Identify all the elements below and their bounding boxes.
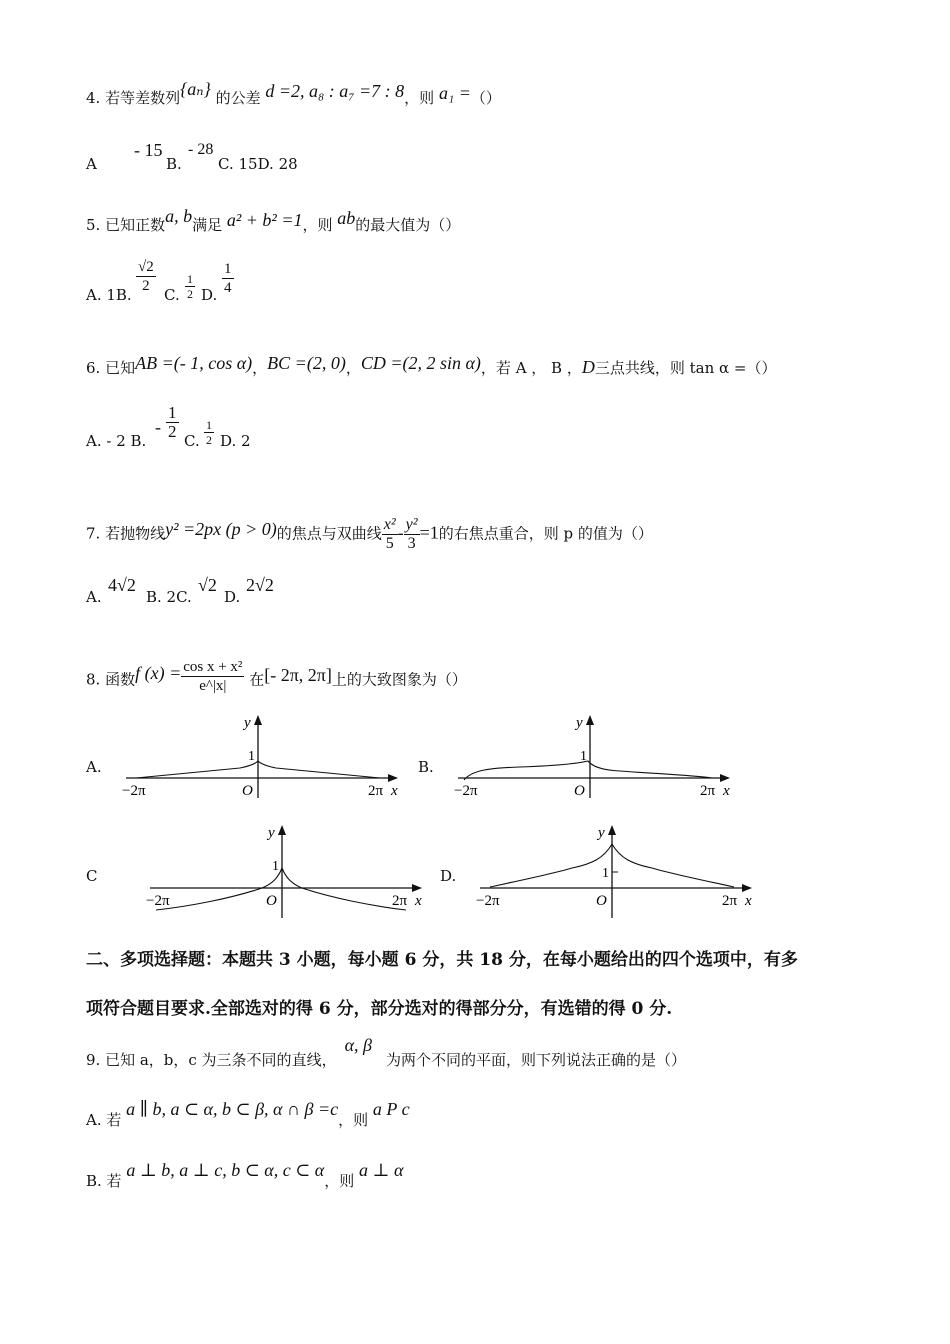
q6-frac-b-num: 1	[168, 403, 177, 422]
right-tick: 2π	[700, 783, 716, 799]
q7-options	[86, 575, 274, 606]
q8-graph-b	[450, 708, 740, 800]
y-label: y	[576, 715, 583, 731]
x-label: x	[723, 783, 730, 799]
q5-frac-c	[185, 272, 195, 301]
q5-vars: a, b	[165, 206, 193, 226]
q7-frac-x	[382, 516, 398, 553]
q5-lead: 5. 已知正数	[86, 216, 166, 234]
left-tick: −2π	[146, 893, 170, 909]
q9-option-b-label: B. 若	[86, 1172, 122, 1190]
q6-frac-c-den: 2	[206, 433, 212, 447]
y-label: y	[268, 825, 275, 841]
left-tick: −2π	[454, 783, 478, 799]
left-tick: −2π	[122, 783, 146, 799]
q5-line	[86, 206, 461, 234]
q7-line	[86, 516, 653, 553]
curve-b	[464, 761, 712, 780]
q4-option-a-value: - 15	[134, 140, 163, 160]
q4-lead: 4. 若等差数列	[86, 89, 181, 107]
q6-frac-b-den: 2	[168, 422, 177, 441]
q9-line	[86, 1035, 687, 1069]
q5-option-d: D.	[201, 286, 218, 304]
q9-tail: 为两个不同的平面，则下列说法正确的是（）	[386, 1051, 687, 1069]
q9-option-a	[86, 1099, 410, 1129]
q5-options	[86, 259, 232, 304]
curve-c	[156, 868, 406, 910]
y-axis-arrow	[586, 715, 594, 725]
q4-line	[86, 79, 501, 107]
q5-tail: 的最大值为（）	[355, 216, 461, 234]
q9-option-a-condition: a ∥ b, a ⊂ α, b ⊂ β, α ∩ β =c	[126, 1099, 339, 1119]
origin-label: O	[266, 893, 277, 909]
x-axis-arrow	[412, 884, 422, 892]
q7-tail: 的右焦点重合，则 p 的值为（）	[438, 524, 653, 543]
q5-option-ab: A. 1B.	[86, 286, 132, 304]
q4-option-a-label: A	[86, 155, 97, 173]
q5-frac-b-den: 2	[142, 278, 150, 294]
origin-label: O	[242, 783, 253, 799]
q8-fx: f (x) =	[135, 662, 182, 683]
y-label: y	[598, 825, 605, 841]
q6-option-ab: A. - 2 B.	[86, 432, 147, 450]
q5-option-c: C.	[164, 286, 180, 304]
x-axis-arrow	[742, 884, 752, 892]
q6-vector-ab: AB =(- 1, cos α)	[135, 353, 253, 373]
q6-frac-b	[166, 404, 179, 441]
q9-option-b-condition: a ⊥ b, a ⊥ c, b ⊂ α, c ⊂ α	[126, 1160, 325, 1180]
x-label: x	[391, 783, 398, 799]
q8-fraction	[181, 658, 244, 695]
q8-line	[86, 659, 467, 699]
q7-frac-y	[404, 516, 420, 553]
q6-tail-2: 三点共线，则 tan α =（）	[594, 359, 777, 377]
q5-frac-d	[222, 260, 234, 297]
q6-line	[86, 353, 777, 377]
q7-option-a: A.	[86, 588, 102, 606]
q8-label-a: A.	[86, 758, 102, 776]
q7-minus: -	[397, 522, 404, 543]
y-axis-arrow	[278, 825, 286, 835]
q6-lead: 6. 已知	[86, 359, 136, 377]
q4-options-rest: C. 15D. 28	[218, 155, 298, 173]
q5-frac-d-den: 4	[224, 280, 232, 296]
q9-option-b-conclusion: a ⊥ α	[359, 1160, 404, 1180]
q5-mid: 满足	[192, 216, 223, 234]
q7-option-d: D.	[224, 588, 241, 606]
q7-frac-x-den: 5	[385, 535, 394, 552]
q7-lead: 7. 若抛物线	[86, 524, 166, 543]
q6-option-d: D. 2	[220, 432, 251, 450]
q8-tail: 上的大致图象为（）	[331, 670, 467, 689]
q7-value-a: 4√2	[108, 575, 136, 595]
q5-frac-d-num: 1	[224, 261, 232, 277]
q5-frac-b-num: √2	[138, 259, 154, 275]
one-label: 1	[580, 749, 587, 764]
q7-frac-x-num: x²	[383, 516, 396, 533]
q7-mid: 的焦点与双曲线	[276, 524, 382, 543]
origin-label: O	[596, 893, 607, 909]
one-label: 1	[248, 749, 255, 764]
q4-target: a₁ =	[438, 83, 471, 103]
q7-frac-y-den: 3	[407, 535, 416, 552]
q4-sequence: {aₙ}	[180, 79, 211, 99]
x-label: x	[745, 893, 752, 909]
q8-label-d: D.	[440, 867, 457, 885]
q6-point-d: D	[581, 357, 595, 377]
section2-line2: 项符合题目要求.全部选对的得 6 分，部分选对的得部分分，有选错的得 0 分.	[86, 999, 673, 1019]
q5-frac-c-num: 1	[187, 272, 193, 286]
one-label: 1	[272, 859, 279, 874]
q7-parabola: y² =2px (p > 0)	[165, 518, 277, 539]
q6-options	[86, 403, 251, 450]
q4-options	[86, 140, 298, 173]
q5-frac-c-den: 2	[187, 287, 193, 301]
right-tick: 2π	[392, 893, 408, 909]
one-label: 1	[602, 866, 609, 881]
q5-condition: a² + b² =1	[226, 210, 303, 230]
q6-vector-bc: BC =(2, 0)	[267, 353, 346, 373]
y-axis-arrow	[608, 825, 616, 835]
q8-graph-c	[142, 818, 432, 920]
q7-option-bc: B. 2C.	[146, 588, 192, 606]
q5-expr: ab	[337, 208, 356, 228]
q4-option-b-label: B.	[166, 155, 182, 173]
q9-option-b-then: ，则	[324, 1172, 355, 1190]
q8-graph-a	[118, 708, 408, 800]
q8-interval: [- 2π, 2π]	[264, 664, 332, 685]
q9-option-a-then: ，则	[338, 1111, 369, 1129]
q8-frac-num: cos x + x²	[183, 659, 243, 675]
q8-label-b: B.	[418, 758, 434, 776]
q4-then: ，则	[404, 89, 435, 107]
q7-value-d: 2√2	[246, 575, 274, 595]
q8-lead: 8. 函数	[86, 670, 136, 689]
q4-paren: （）	[470, 89, 501, 107]
origin-label: O	[574, 783, 585, 799]
q8-frac-den: e^|x|	[199, 678, 227, 694]
right-tick: 2π	[368, 783, 384, 799]
q4-option-b-value: - 28	[188, 141, 214, 158]
x-label: x	[415, 893, 422, 909]
q8-mid: 在	[249, 670, 265, 689]
q6-frac-c-num: 1	[206, 418, 212, 432]
x-axis-arrow	[388, 774, 398, 782]
q7-eq: =1	[419, 522, 439, 543]
q6-tail-1: ，若 A ， B ，	[480, 359, 582, 377]
q4-mid: 的公差	[215, 89, 261, 107]
q4-condition: d =2, a₈ : a₇ =7 : 8	[265, 81, 405, 101]
q6-sep-1: ，	[252, 359, 268, 377]
q5-then: ，则	[302, 216, 333, 234]
q5-frac-b	[136, 258, 156, 295]
left-tick: −2π	[476, 893, 500, 909]
q9-option-b	[86, 1160, 404, 1190]
q8-label-c: C	[86, 867, 98, 885]
y-label: y	[244, 715, 251, 731]
q6-vector-cd: CD =(2, 2 sin α)	[360, 353, 481, 373]
q8-graph-d	[472, 818, 762, 920]
section2-line1: 二、多项选择题：本题共 3 小题，每小题 6 分，共 18 分，在每小题给出的四个选项中，有多	[86, 950, 798, 970]
q7-frac-y-num: y²	[405, 516, 418, 533]
q6-option-c: C.	[184, 432, 200, 450]
q6-neg-b: -	[155, 417, 161, 437]
right-tick: 2π	[722, 893, 738, 909]
y-axis-arrow	[254, 715, 262, 725]
q7-value-c: √2	[198, 575, 217, 595]
q9-option-a-label: A. 若	[86, 1111, 122, 1129]
x-axis-arrow	[720, 774, 730, 782]
q9-planes: α, β	[344, 1035, 372, 1055]
q9-lead: 9. 已知 a，b，c 为三条不同的直线，	[86, 1051, 337, 1069]
q6-sep-2: ，	[345, 359, 361, 377]
q6-frac-c	[204, 418, 214, 447]
q9-option-a-conclusion: a P c	[372, 1099, 410, 1119]
